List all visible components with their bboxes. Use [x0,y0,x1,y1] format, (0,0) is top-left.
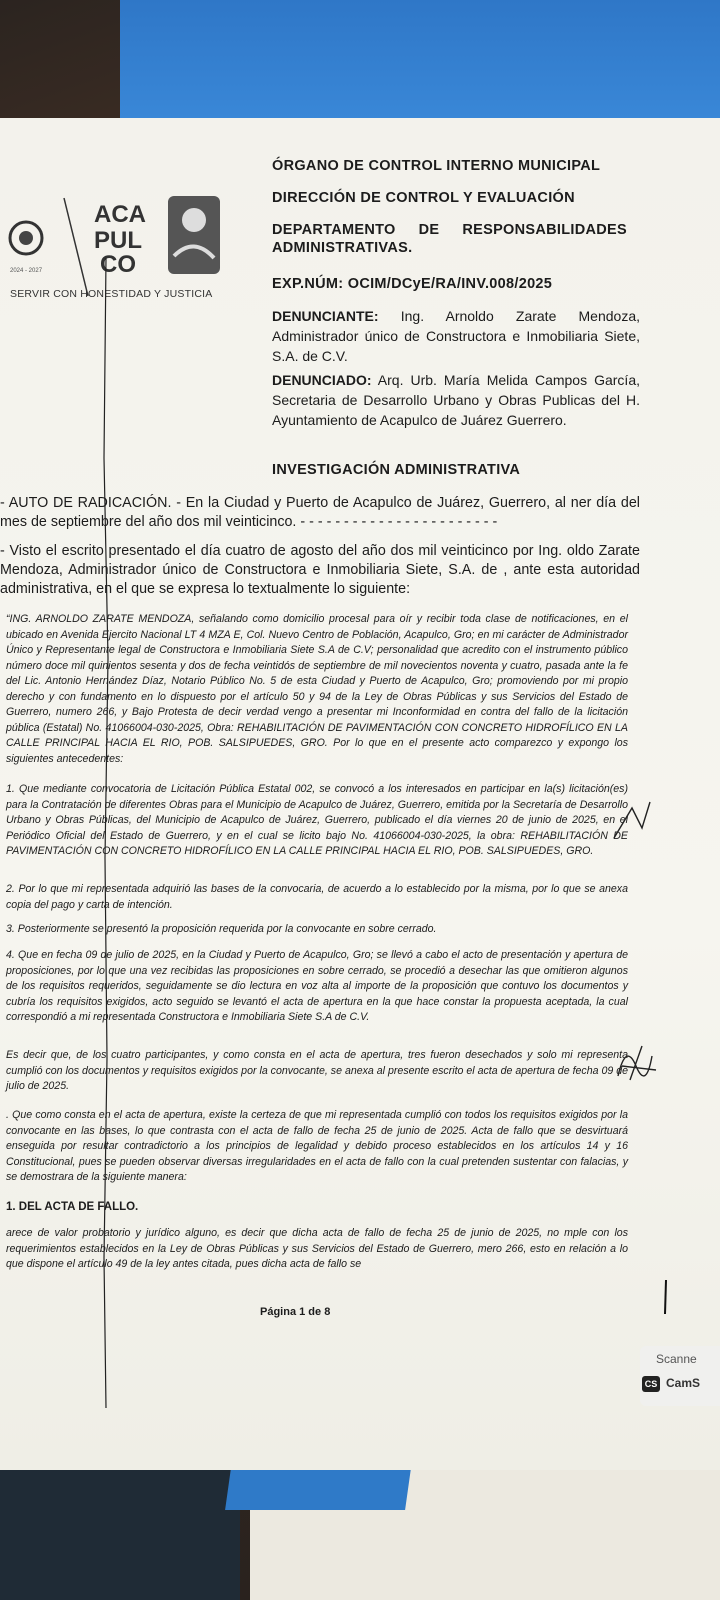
header-line-3b: ADMINISTRATIVAS. [272,240,413,256]
handwritten-check-mark [612,798,652,848]
camscanner-icon: CS [642,1376,660,1392]
section-title: INVESTIGACIÓN ADMINISTRATIVA [272,462,521,478]
denunciante-label: DENUNCIANTE: [272,308,379,324]
logo-text-co: CO [100,251,136,278]
handwritten-signature-mark [612,1036,662,1096]
header-line-2: DIRECCIÓN DE CONTROL Y EVALUACIÓN [272,190,575,206]
quote-paragraph-antecedente-1: 1. Que mediante convocatoria de Licitación Pública Estatal 002, se convocó a los interesados en participar en la(s) licitación(es) para la Contratación de diferentes Obras para el Municipio de Acapulco de Juárez, Guerrero, emitida por la Secretaría de Desarrollo Urbano y Obras Públicas, del Municipio de Acapulco de Juárez, Guerrero, publicado el día viernes 20 de junio de 2025, en el Periódico Oficial del Estado de Guerrero, y en el cual se licito bajo No. 41066004-030-2025, la obra: REHABILITACIÓN DE PAVIMENTACIÓN CON CONCRETO HIDROFÍLICO EN LA CALLE PRINCIPAL HACIA EL RIO, POB. SALSIPUEDES, GRO. [6,783,628,857]
header-line-1: ÓRGANO DE CONTROL INTERNO MUNICIPAL [272,158,601,174]
scanner-text: Scanne [656,1352,697,1366]
handwritten-stroke [660,1278,672,1318]
auto-radicacion-paragraph: - AUTO DE RADICACIÓN. - En la Ciudad y Puerto de Acapulco de Juárez, Guerrero, al ner día del mes de septiembre del año dos mil veinticinco. - - - - - - - - - - - - - - - - - - - - - - - [0,495,640,530]
document-page [0,118,720,1470]
quote-paragraph-valor-probatorio: arece de valor probatorio y jurídico alguno, es decir que dicha acta de fallo de fecha 25 de junio de 2025, no mple con los requerimientos establecidos en la Ley de Obras Públicas y sus Servicios del Estado de Guerrero, mero 266, esto en relación a lo que dispone el artículo 49 de la ley antes citada, pues dicha acta de fallo se [6,1227,628,1270]
denunciante-text: Ing. Arnoldo Zarate Mendoza, Administrador único de Constructora e Inmobiliaria Siete, S.A. de C.V. [272,308,641,364]
camscanner-text: CamS [666,1376,701,1390]
quote-paragraph-antecedente-4: 4. Que en fecha 09 de julio de 2025, en la Ciudad y Puerto de Acapulco, Gro; se llevó a cabo el acto de presentación y apertura de proposiciones, por lo que una vez recibidas las proposiciones en sobre cerrado, se procedió a desechar las que omitieron algunos de los requisitos requeridos, seguidamente se dio lectura en voz alta al importe de la proposición que contuvo los documentos y cubría los requisitos exigidos, acto seguido se levantó el acta de apertura en la que hace constar la propuesta aceptada, la cual correspondió a mi representada Constructora e Inmobiliaria Siete S.A de C.V. [6,949,628,1023]
quote-paragraph-es-decir: Es decir que, de los cuatro participantes, y como consta en el acta de apertura, tres fueron desechados y solo mi representa cumplió con los documentos y requisitos exigidos por la convocante, se anexa al presente escrito el acta de apertura de fecha 09 de julio de 2025. [6,1049,628,1092]
denunciado-text: Arq. Urb. María Melida Campos García, Secretaria de Desarrollo Urbano y Obras Publicas del H. Ayuntamiento de Acapulco de Juárez Guerrero. [272,372,640,428]
pen-line-mark [96,258,116,1418]
quote-paragraph-antecedente-2: 2. Por lo que mi representada adquirió las bases de la convocaria, de acuerdo a lo establecido por la misma, por lo que se anexa copia del pago y carta de intención. [6,883,628,911]
denunciado-block [272,370,640,430]
dark-fabric [0,1470,240,1600]
page-number: Página 1 de 8 [260,1306,331,1318]
logo-years: 2024 - 2027 [10,268,43,274]
camscanner-watermark [640,1346,720,1406]
denunciante-block [272,306,640,366]
denunciado-label: DENUNCIADO: [272,372,372,388]
expediente-number: EXP.NÚM: OCIM/DCyE/RA/INV.008/2025 [272,276,553,292]
logo-motto: SERVIR CON HONESTIDAD Y JUSTICIA [10,288,213,300]
logo-text-aca: ACA [94,201,146,228]
visto-paragraph: - Visto el escrito presentado el día cuatro de agosto del año dos mil veinticinco por Ing. oldo Zarate Mendoza, Administrador único de Constructora e Inmobiliaria Siete, S.A. de , ante esta autoridad administrativa, en el que se expresa lo textualmente lo siguiente: [0,543,640,597]
quote-paragraph-antecedente-3: 3. Posteriormente se presentó la proposición requerida por la convocante en sobre cerrado. [6,923,437,935]
logo-text-pul: PUL [94,227,142,254]
header-line-3a: DEPARTAMENTO DE RESPONSABILIDADES [272,222,627,238]
quote-paragraph-1: “ING. ARNOLDO ZARATE MENDOZA, señalando como domicilio procesal para oír y recibir toda clase de notificaciones, en el ubicado en Avenida Ejercito Nacional LT 4 MZA E, Col. Nuevo Centro de Población, Acapulco, Gro; en mi carácter de Administrador Único y Representante legal de Constructora e Inmobiliaria Siete S.A de C.V; personalidad que acredito con el instrumento público número doce mil quinientos sesenta y dos de fecha veintidós de septiembre de mil novecientos noventa y cuatro, pasada ante la fe del Lic. Antonio Hernández Díaz, Notario Público No. 5 de esta Ciudad y Puerto de Acapulco, Gro; promoviendo por mi propio derecho y con fundamento en lo dispuesto por el artículo 50 y 94 de la Ley de Obras Públicas y sus Servicios del Estado de Guerrero, numero 266, y Bajo Protesta de decir verdad vengo a presentar mi Inconformidad en contra del fallo de la licitación pública (Estatal) No. 41066004-030-2025, Obra: REHABILITACIÓN DE PAVIMENTACIÓN CON CONCRETO HIDROFÍLICO EN LA CALLE PRINCIPAL HACIA EL RIO, POB. SALSIPUEDES, GRO. Por lo que en el presente acto comparezco y expongo los siguientes antecedentes: [6,613,628,765]
blue-folder-top [120,0,720,125]
quote-paragraph-acta-apertura: . Que como consta en el acta de apertura, existe la certeza de que mi representada cumplió con todos los requisitos exigidos por la convocante en las bases, lo que contrasta con el acta de fallo de fecha 25 de junio de 2025. Acta de fallo que se desvirtuará enseguida por resultar contradictorio a los principios de legalidad y debido proceso establecidos en los artículos 14 y 16 Constitucional, pues se pueden observar diversas irregularidades en el acta de fallo con la cual pretenden sustentar con falacias, y se demostrara de la siguiente manera: [6,1109,628,1183]
section-acta-fallo-title: 1. DEL ACTA DE FALLO. [6,1201,139,1213]
